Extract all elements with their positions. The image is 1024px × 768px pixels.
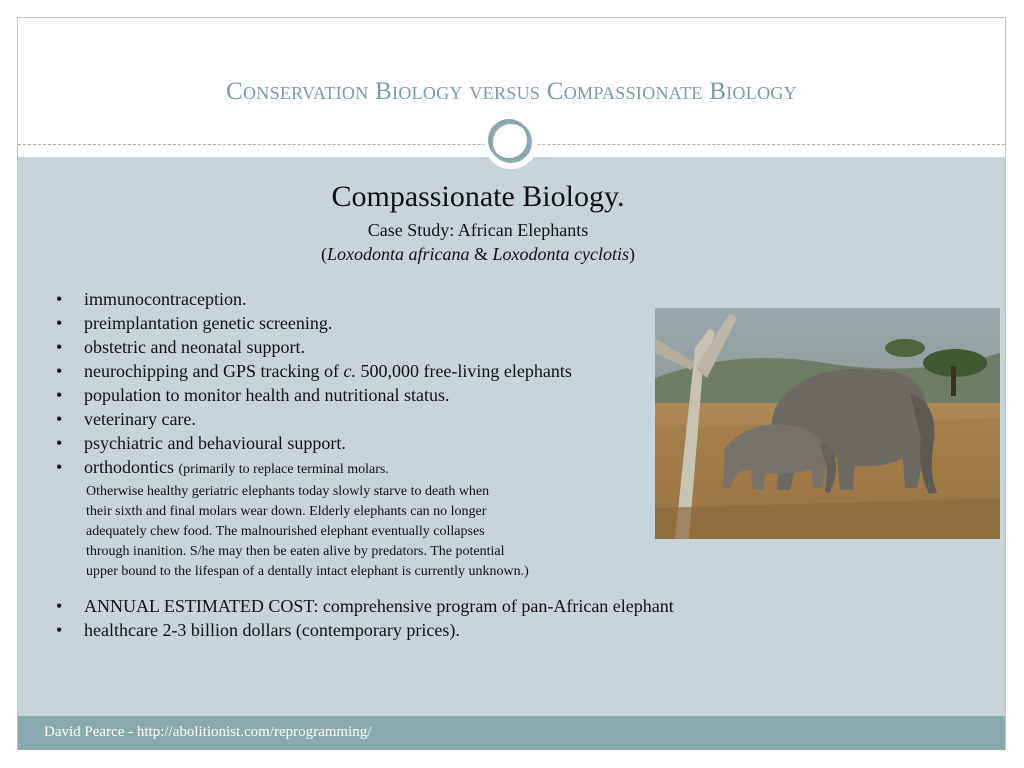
orthodontics-note: Otherwise healthy geriatric elephants today slowly starve to death when their sixth and final molars wear down. Elderly elephants can no longer adequately chew food. The malnourished elephant eventually collapses through inanition. S/he may then be eaten alive by predators. The potential upper bound to the lifespan of a dentally intact elephant is currently unknown.) [86,484,529,579]
species-name-africana: Loxodonta africana [327,244,470,264]
footer-credit: David Pearce - http://abolitionist.com/reprogramming/ [44,724,372,740]
measures-list [56,287,676,479]
list-item: • veterinary care. [56,407,676,431]
list-item: • obstetric and neonatal support. [56,335,676,359]
list-item: • healthcare 2-3 billion dollars (contemporary prices). [56,618,956,642]
cost-list [56,594,956,642]
elephant-photo [655,308,1000,539]
list-item: • preimplantation genetic screening. [56,311,676,335]
case-study-line: Case Study: African Elephants [367,220,589,240]
list-item: • ANNUAL ESTIMATED COST: comprehensive program of pan-African elephant [56,594,956,618]
list-item: • psychiatric and behavioural support. [56,431,676,455]
list-item: • immunocontraception. [56,287,676,311]
list-item: • population to monitor health and nutritional status. [56,383,676,407]
species-line: (Loxodonta africana & Loxodonta cyclotis) [321,244,635,264]
list-item: • orthodontics (primarily to replace terminal molars. [56,455,676,479]
slide-title: Conservation Biology versus Compassionate Biology [226,78,797,105]
decorative-ring-icon [484,115,538,169]
list-item: • neurochipping and GPS tracking of c. 500,000 free-living elephants [56,359,676,383]
content-heading: Compassionate Biology. [331,180,625,213]
species-name-cyclotis: Loxodonta cyclotis [492,244,629,264]
footer-bar [18,716,1005,750]
slide [17,17,1006,750]
